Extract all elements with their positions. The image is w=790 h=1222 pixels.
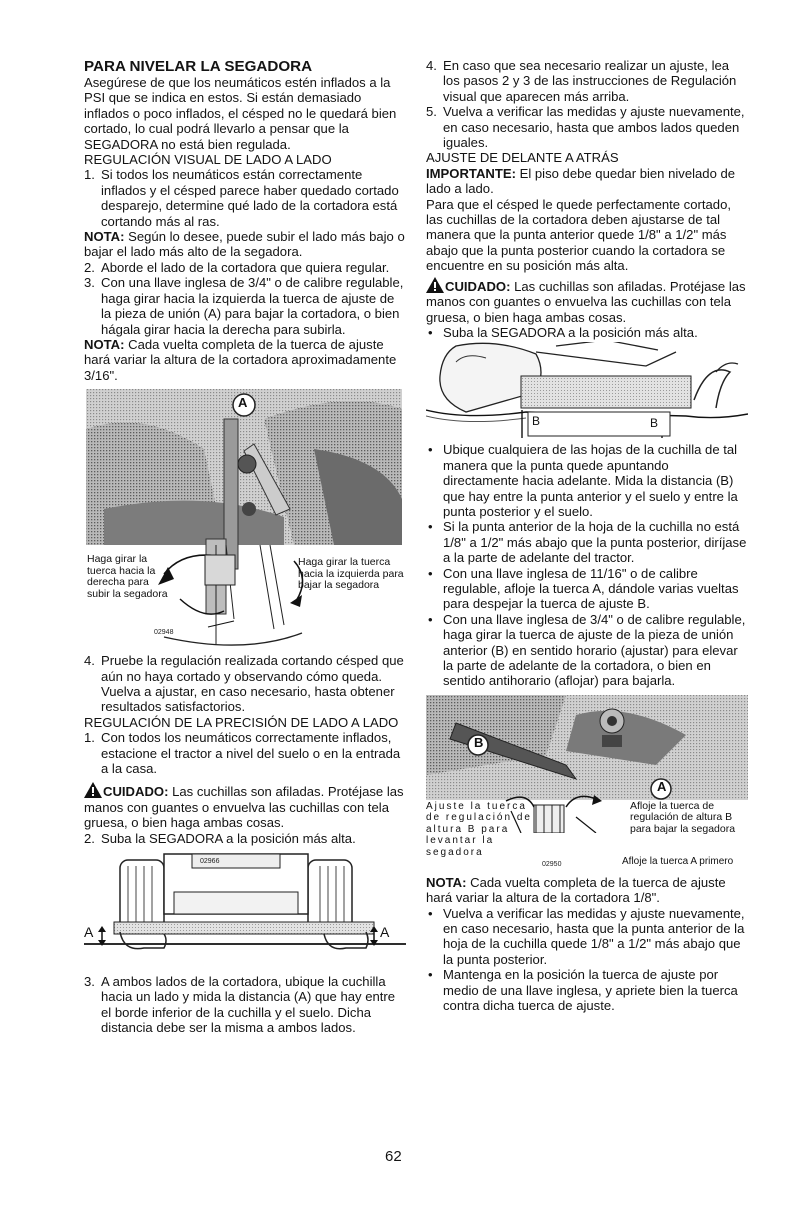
list-item: 3. A ambos lados de la cortadora, ubique la cuchilla hacia un lado y mida la distancia (A) que hay entre el borde inferior de la cuchilla y el suelo. Dicha distancia debe ser la misma a ambos lados. bbox=[84, 974, 396, 1036]
label-loosen-a: Afloje la tuerca A primero bbox=[622, 855, 734, 867]
precision-steps-list-end bbox=[84, 974, 406, 1036]
list-item: 3. Con una llave inglesa de 3/4" o de calibre regulable, haga girar hacia la izquierda la tuerca de ajuste de la pieza de unión (A) para bajar la cortadora, o bien hágala girar hacia la derecha para subirla. bbox=[84, 275, 404, 337]
paragraph: Para que el césped le quede perfectamente cortado, las cuchillas de la cortadora deben ajustarse de tal manera que la punta anterior quede 1/8" a 1/2" más abajo que la punta posterior cuando la cortadora se encuentre en su posición más alta. bbox=[426, 196, 731, 274]
marker-a-right: A bbox=[380, 924, 390, 940]
list-item: • Suba la SEGADORA a la posición más alta. bbox=[428, 324, 698, 340]
intro-paragraph: Asegúrese de que los neumáticos estén inflados a la PSI que se indica en estos. Si están demasiado inflados o poco inflados, el césped no le quedará bien cortado, lo cual podrá llevarlo a pensar que la SEGADORA no está bien regulada. bbox=[84, 75, 397, 152]
warning-icon bbox=[84, 782, 102, 798]
marker-a-left: A bbox=[84, 924, 94, 940]
visual-steps-list-cont bbox=[84, 260, 406, 337]
marker-b-right: B bbox=[650, 416, 659, 431]
label-lower: Afloje la tuerca de regulación de altura B para bajar la segadora bbox=[630, 799, 736, 835]
figure-front-adjust bbox=[426, 695, 748, 868]
caution-label: CUIDADO: bbox=[103, 784, 169, 800]
figure-number: 02950 bbox=[542, 860, 562, 868]
visual-steps-list bbox=[84, 167, 406, 229]
list-item: • Vuelva a verificar las medidas y ajuste nuevamente, en caso necesario, hasta que la punta anterior de la hoja de la cuchilla quede 1/8" a 1/2" más abajo que la punta posterior. bbox=[428, 905, 745, 967]
section-heading-front-back: AJUSTE DE DELANTE A ATRÁS bbox=[426, 150, 619, 166]
list-item: • Con una llave inglesa de 11/16" o de calibre regulable, afloje la tuerca A, dándole varias vueltas para despejar la tuerca de ajuste B. bbox=[428, 565, 739, 612]
figure-number: 02948 bbox=[154, 629, 174, 637]
final-bullets bbox=[426, 906, 748, 1014]
note-label: NOTA: bbox=[84, 229, 125, 245]
important-note: IMPORTANTE: El piso debe quedar bien nivelado de lado a lado. bbox=[426, 165, 736, 197]
section-heading-visual: REGULACIÓN VISUAL DE LADO A LADO bbox=[84, 152, 332, 168]
blade-side-illustration bbox=[426, 342, 748, 438]
list-item: 1. Con todos los neumáticos correctamente inflados, estacione el tractor a nivel del suelo o en la entrada a la casa. bbox=[84, 730, 401, 776]
marker-a: A bbox=[657, 778, 667, 794]
important-label: IMPORTANTE: bbox=[426, 165, 516, 181]
precision-steps-list-cont bbox=[84, 831, 406, 846]
front-back-bullets bbox=[426, 325, 748, 340]
front-back-bullets-cont bbox=[426, 442, 748, 689]
list-item: 4. Pruebe la regulación realizada cortando césped que aún no haya cortado y observando cómo queda. Vuelva a ajustar, en caso necesario, hasta obtener resultados satisfactorios. bbox=[84, 653, 404, 715]
marker-b-left: B bbox=[532, 414, 541, 429]
label-lower: Haga girar la tuerca hacia la izquierda para bajar la segadora bbox=[298, 556, 404, 592]
caution-label: CUIDADO: bbox=[445, 278, 511, 294]
marker-b: B bbox=[474, 734, 484, 750]
marker-a: A bbox=[238, 395, 248, 411]
page-number: 62 bbox=[385, 1148, 402, 1165]
tractor-front-illustration bbox=[84, 852, 406, 970]
list-item: • Con una llave inglesa de 3/4" o de calibre regulable, haga girar la tuerca de ajuste de la pieza de unión anterior (B) en sentido horario (ajustar) para elevar la parte de adelante de la cortadora, o bien en sentido antihorario (aflojar) para bajarla. bbox=[428, 611, 746, 689]
list-item: 2. Suba la SEGADORA a la posición más alta. bbox=[84, 830, 356, 846]
warning-icon bbox=[426, 277, 444, 293]
note: NOTA: Cada vuelta completa de la tuerca de ajuste hará variar la altura de la cortadora aproximadamente 3/16". bbox=[84, 336, 397, 383]
caution: CUIDADO: Las cuchillas son afiladas. Protéjase las manos con guantes o envuelva las cuchillas con tela gruesa, o bien haga ambas cosas. bbox=[426, 278, 746, 325]
figure-side-measure bbox=[84, 852, 406, 970]
precision-steps-list-right bbox=[426, 58, 748, 150]
note: NOTA: Según lo desee, puede subir el lado más bajo o bajar el lado más alto de la segadora. bbox=[84, 229, 405, 260]
caution: CUIDADO: Las cuchillas son afiladas. Protéjase las manos con guantes o envuelva las cuchillas con tela gruesa, o bien haga ambas cosas. bbox=[84, 784, 404, 831]
figure-number: 02966 bbox=[200, 858, 220, 865]
list-item: • Ubique cualquiera de las hojas de la cuchilla de tal manera que la punta quede apuntando directamente hacia adelante. Mida la distancia (B) que hay entre la punta anterior y el suelo y entre la punta posterior y el suelo. bbox=[428, 442, 738, 519]
figure-adjustment-nut bbox=[84, 389, 406, 649]
note: NOTA: Cada vuelta completa de la tuerca de ajuste hará variar la altura de la cortadora 1/8". bbox=[426, 874, 726, 906]
left-column bbox=[84, 58, 406, 1036]
note-label: NOTA: bbox=[84, 336, 125, 352]
section-heading-precision: REGULACIÓN DE LA PRECISIÓN DE LADO A LADO bbox=[84, 714, 399, 730]
note-label: NOTA: bbox=[426, 874, 467, 890]
list-item: 1. Si todos los neumáticos están correctamente inflados y el césped parece haber quedado cortado desparejo, determine qué lado de la cortadora está cortando más al ras. bbox=[84, 167, 399, 229]
list-item: 2. Aborde el lado de la cortadora que quiera regular. bbox=[84, 259, 390, 275]
adjustment-nut-illustration bbox=[84, 389, 406, 649]
list-item: 4. En caso que sea necesario realizar un ajuste, lea los pasos 2 y 3 de las instrucciones de Regulación visual que aparecen más arriba. bbox=[426, 58, 737, 104]
figure-blade-measure bbox=[426, 342, 748, 438]
label-raise: Ajuste la tuerca de regulación de altura B para levantar la segadora bbox=[426, 800, 532, 858]
precision-steps-list bbox=[84, 730, 406, 776]
section-title: PARA NIVELAR LA SEGADORA bbox=[84, 58, 313, 75]
list-item: 5. Vuelva a verificar las medidas y ajuste nuevamente, en caso necesario, hasta que ambos lados queden iguales. bbox=[426, 104, 745, 151]
right-column bbox=[426, 58, 748, 1013]
list-item: • Si la punta anterior de la hoja de la cuchilla no está 1/8" a 1/2" más abajo que la punta posterior, diríjase a la parte de adelante del tractor. bbox=[428, 519, 747, 566]
label-raise: Haga girar la tuerca hacia la derecha para subir la segadora bbox=[87, 553, 168, 600]
visual-steps-list-end bbox=[84, 653, 406, 715]
list-item: • Mantenga en la posición la tuerca de ajuste por medio de una llave inglesa, y apriete bien la tuerca contra dicha tuerca de ajuste. bbox=[428, 967, 738, 1014]
